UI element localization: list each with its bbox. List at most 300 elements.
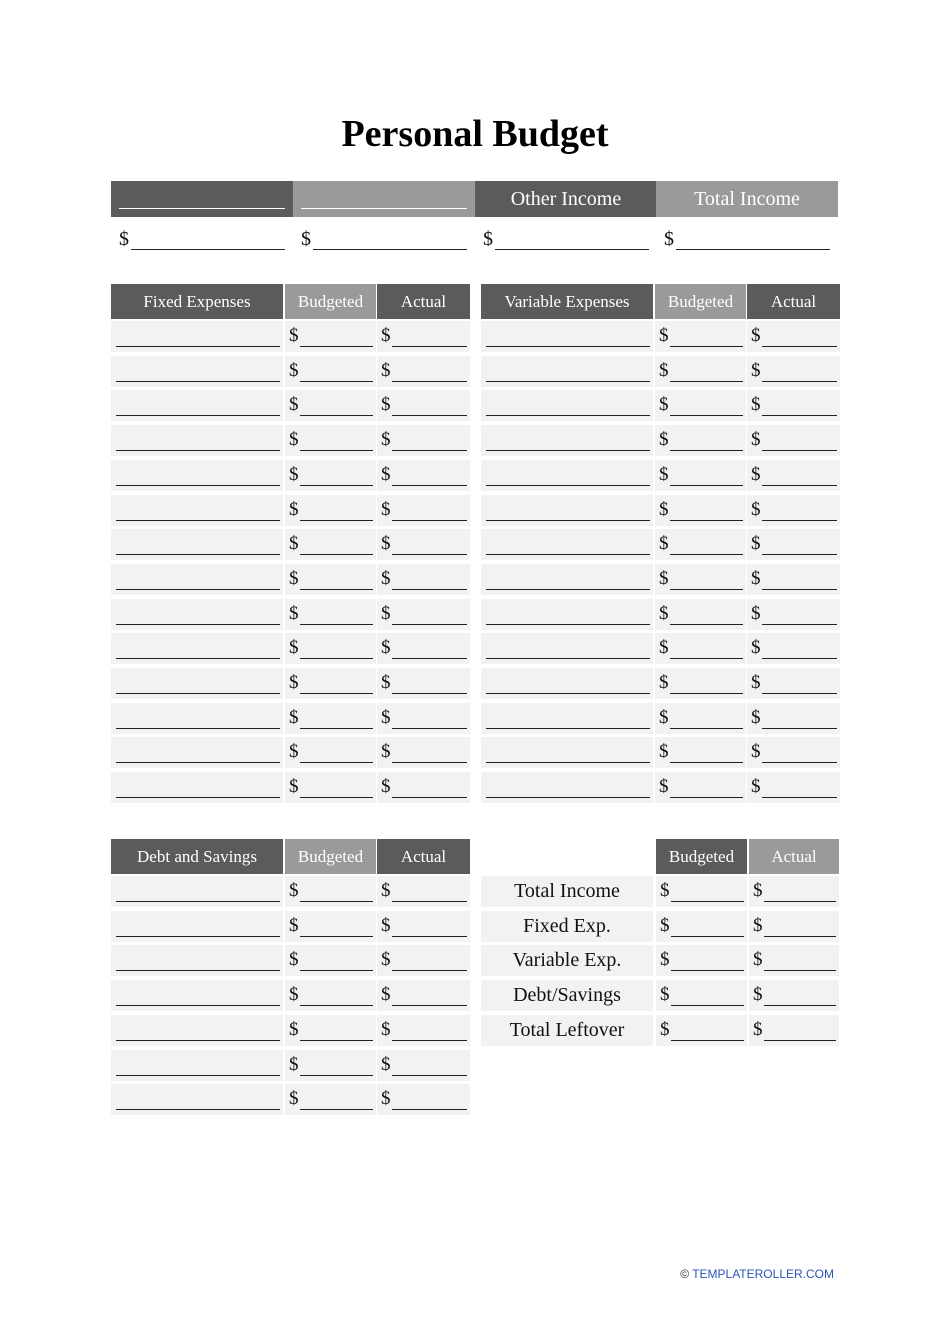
variable_expenses-row-budgeted [655,321,746,352]
variable_expenses-budgeted-field[interactable] [670,762,743,763]
fixed_expenses-currency: $ [289,325,299,346]
summary-row-label: Debt/Savings [481,980,653,1011]
fixed_expenses-row-description [111,356,283,387]
summary-actual-field[interactable] [764,901,836,902]
debt_savings-currency: $ [289,984,299,1005]
variable_expenses-actual-field[interactable] [762,658,837,659]
income-amount-field[interactable] [131,249,285,250]
variable_expenses-row-budgeted [655,529,746,560]
fixed_expenses-description-field[interactable] [116,346,280,347]
variable_expenses-currency: $ [751,672,761,693]
variable_expenses-actual-field[interactable] [762,450,837,451]
debt_savings-description-field[interactable] [116,1005,280,1006]
income-amount-field[interactable] [313,249,467,250]
fixed_expenses-description-field[interactable] [116,589,280,590]
fixed_expenses-row-budgeted [285,356,376,387]
fixed_expenses-currency: $ [289,568,299,589]
debt_savings-row-budgeted [285,980,376,1011]
variable_expenses-actual-field[interactable] [762,520,837,521]
footer-credit[interactable] [680,1267,834,1281]
variable_expenses-row-budgeted [655,390,746,421]
fixed_expenses-header-1: Fixed Expenses [111,284,283,319]
summary-budgeted-field[interactable] [671,901,744,902]
fixed_expenses-actual-field[interactable] [392,728,467,729]
variable_expenses-currency: $ [751,360,761,381]
variable_expenses-currency: $ [659,360,669,381]
summary-actual-field[interactable] [764,936,836,937]
page-title: Personal Budget [341,113,609,155]
debt_savings-actual-field[interactable] [392,1075,467,1076]
summary-currency: $ [660,949,670,970]
variable_expenses-description-field[interactable] [486,658,650,659]
fixed_expenses-description-field[interactable] [116,797,280,798]
fixed_expenses-row-description [111,668,283,699]
debt_savings-row-description [111,1050,283,1081]
summary-row-actual [749,911,839,942]
variable_expenses-currency: $ [659,603,669,624]
income-currency: $ [301,228,311,250]
variable_expenses-row-actual [747,425,840,456]
variable_expenses-budgeted-field[interactable] [670,589,743,590]
fixed_expenses-actual-field[interactable] [392,624,467,625]
fixed_expenses-header-3: Actual [377,284,470,319]
variable_expenses-description-field[interactable] [486,624,650,625]
fixed_expenses-row-description [111,737,283,768]
debt_savings-row-description [111,1015,283,1046]
fixed_expenses-description-field[interactable] [116,624,280,625]
summary-actual-field[interactable] [764,1040,836,1041]
fixed_expenses-actual-field[interactable] [392,658,467,659]
summary-currency: $ [660,915,670,936]
variable_expenses-budgeted-field[interactable] [670,554,743,555]
variable_expenses-budgeted-field[interactable] [670,381,743,382]
fixed_expenses-budgeted-field[interactable] [300,415,373,416]
variable_expenses-row-description [481,425,653,456]
variable_expenses-row-description [481,668,653,699]
fixed_expenses-description-field[interactable] [116,728,280,729]
variable_expenses-actual-field[interactable] [762,728,837,729]
variable_expenses-description-field[interactable] [486,520,650,521]
fixed_expenses-budgeted-field[interactable] [300,624,373,625]
fixed_expenses-budgeted-field[interactable] [300,797,373,798]
debt_savings-description-field[interactable] [116,1075,280,1076]
variable_expenses-row-actual [747,495,840,526]
fixed_expenses-row-actual [377,703,470,734]
fixed_expenses-budgeted-field[interactable] [300,762,373,763]
income-label-blank[interactable] [119,208,285,209]
summary-currency: $ [753,915,763,936]
fixed_expenses-budgeted-field[interactable] [300,658,373,659]
summary-actual-field[interactable] [764,1005,836,1006]
summary-row-label: Total Income [481,876,653,907]
debt_savings-budgeted-field[interactable] [300,970,373,971]
summary-currency: $ [753,949,763,970]
fixed_expenses-budgeted-field[interactable] [300,728,373,729]
debt_savings-header-2: Budgeted [285,839,376,874]
variable_expenses-currency: $ [659,741,669,762]
variable_expenses-row-budgeted [655,460,746,491]
fixed_expenses-row-description [111,529,283,560]
fixed_expenses-row-budgeted [285,564,376,595]
variable_expenses-row-budgeted [655,425,746,456]
fixed_expenses-row-description [111,425,283,456]
income-header-3: Other Income [475,181,657,217]
fixed_expenses-budgeted-field[interactable] [300,346,373,347]
fixed_expenses-description-field[interactable] [116,554,280,555]
debt_savings-row-actual [377,876,470,907]
variable_expenses-row-actual [747,529,840,560]
fixed_expenses-budgeted-field[interactable] [300,520,373,521]
summary-row-actual [749,1015,839,1046]
fixed_expenses-actual-field[interactable] [392,381,467,382]
variable_expenses-currency: $ [659,707,669,728]
variable_expenses-actual-field[interactable] [762,485,837,486]
debt_savings-actual-field[interactable] [392,901,467,902]
variable_expenses-row-description [481,633,653,664]
variable_expenses-row-description [481,321,653,352]
fixed_expenses-currency: $ [381,533,391,554]
fixed_expenses-row-actual [377,321,470,352]
fixed_expenses-row-actual [377,390,470,421]
summary-row-budgeted [656,945,747,976]
variable_expenses-currency: $ [659,394,669,415]
debt_savings-budgeted-field[interactable] [300,936,373,937]
fixed_expenses-currency: $ [289,707,299,728]
variable_expenses-row-budgeted [655,564,746,595]
summary-row-label: Variable Exp. [481,945,653,976]
variable_expenses-row-actual [747,668,840,699]
variable_expenses-currency: $ [751,533,761,554]
fixed_expenses-actual-field[interactable] [392,589,467,590]
variable_expenses-description-field[interactable] [486,728,650,729]
debt_savings-budgeted-field[interactable] [300,1040,373,1041]
variable_expenses-actual-field[interactable] [762,415,837,416]
debt_savings-row-budgeted [285,945,376,976]
variable_expenses-budgeted-field[interactable] [670,658,743,659]
summary-row-budgeted [656,980,747,1011]
debt_savings-row-actual [377,911,470,942]
variable_expenses-currency: $ [751,464,761,485]
summary-currency: $ [753,984,763,1005]
debt_savings-row-description [111,911,283,942]
income-label-blank[interactable] [301,208,467,209]
fixed_expenses-budgeted-field[interactable] [300,589,373,590]
variable_expenses-row-description [481,529,653,560]
summary-budgeted-field[interactable] [671,970,744,971]
income-amount-field[interactable] [676,249,830,250]
debt_savings-budgeted-field[interactable] [300,1005,373,1006]
debt_savings-currency: $ [289,1054,299,1075]
fixed_expenses-row-actual [377,425,470,456]
debt_savings-actual-field[interactable] [392,936,467,937]
debt_savings-row-description [111,980,283,1011]
fixed_expenses-row-budgeted [285,703,376,734]
fixed_expenses-currency: $ [381,776,391,797]
debt_savings-description-field[interactable] [116,970,280,971]
variable_expenses-row-actual [747,599,840,630]
debt_savings-header-1: Debt and Savings [111,839,283,874]
variable_expenses-row-description [481,495,653,526]
fixed_expenses-actual-field[interactable] [392,485,467,486]
variable_expenses-row-budgeted [655,633,746,664]
fixed_expenses-description-field[interactable] [116,485,280,486]
summary-budgeted-field[interactable] [671,936,744,937]
fixed_expenses-row-description [111,495,283,526]
variable_expenses-description-field[interactable] [486,485,650,486]
variable_expenses-row-actual [747,390,840,421]
variable_expenses-actual-field[interactable] [762,554,837,555]
debt_savings-currency: $ [289,949,299,970]
debt_savings-budgeted-field[interactable] [300,1109,373,1110]
debt_savings-row-budgeted [285,1015,376,1046]
variable_expenses-currency: $ [751,707,761,728]
fixed_expenses-currency: $ [381,707,391,728]
debt_savings-row-actual [377,945,470,976]
income-header-4: Total Income [656,181,838,217]
variable_expenses-description-field[interactable] [486,797,650,798]
fixed_expenses-row-budgeted [285,460,376,491]
fixed_expenses-row-actual [377,460,470,491]
fixed_expenses-actual-field[interactable] [392,346,467,347]
variable_expenses-row-description [481,703,653,734]
fixed_expenses-row-actual [377,772,470,803]
variable_expenses-currency: $ [751,325,761,346]
fixed_expenses-currency: $ [381,394,391,415]
variable_expenses-description-field[interactable] [486,415,650,416]
fixed_expenses-actual-field[interactable] [392,554,467,555]
fixed_expenses-budgeted-field[interactable] [300,693,373,694]
fixed_expenses-actual-field[interactable] [392,797,467,798]
fixed_expenses-row-budgeted [285,737,376,768]
variable_expenses-row-actual [747,460,840,491]
variable_expenses-currency: $ [659,429,669,450]
fixed_expenses-row-budgeted [285,425,376,456]
summary-actual-field[interactable] [764,970,836,971]
debt_savings-actual-field[interactable] [392,970,467,971]
income-amount-field[interactable] [495,249,649,250]
fixed_expenses-description-field[interactable] [116,693,280,694]
variable_expenses-currency: $ [659,533,669,554]
debt_savings-row-description [111,876,283,907]
variable_expenses-currency: $ [751,637,761,658]
fixed_expenses-actual-field[interactable] [392,415,467,416]
summary-header-budgeted: Budgeted [656,839,747,874]
fixed_expenses-row-budgeted [285,668,376,699]
variable_expenses-budgeted-field[interactable] [670,485,743,486]
fixed_expenses-description-field[interactable] [116,658,280,659]
variable_expenses-budgeted-field[interactable] [670,797,743,798]
fixed_expenses-currency: $ [289,776,299,797]
summary-row-actual [749,876,839,907]
fixed_expenses-currency: $ [289,741,299,762]
variable_expenses-actual-field[interactable] [762,693,837,694]
variable_expenses-budgeted-field[interactable] [670,693,743,694]
variable_expenses-currency: $ [751,568,761,589]
variable_expenses-description-field[interactable] [486,381,650,382]
variable_expenses-currency: $ [751,499,761,520]
fixed_expenses-currency: $ [381,672,391,693]
variable_expenses-description-field[interactable] [486,693,650,694]
fixed_expenses-row-budgeted [285,772,376,803]
debt_savings-description-field[interactable] [116,901,280,902]
fixed_expenses-description-field[interactable] [116,762,280,763]
variable_expenses-currency: $ [659,499,669,520]
variable_expenses-row-budgeted [655,772,746,803]
variable_expenses-description-field[interactable] [486,554,650,555]
debt_savings-description-field[interactable] [116,1109,280,1110]
fixed_expenses-currency: $ [381,429,391,450]
variable_expenses-row-description [481,772,653,803]
summary-row-label: Total Leftover [481,1015,653,1046]
variable_expenses-budgeted-field[interactable] [670,624,743,625]
variable_expenses-row-budgeted [655,668,746,699]
fixed_expenses-description-field[interactable] [116,450,280,451]
debt_savings-currency: $ [381,1054,391,1075]
variable_expenses-row-description [481,460,653,491]
fixed_expenses-row-actual [377,599,470,630]
debt_savings-currency: $ [381,949,391,970]
variable_expenses-row-description [481,390,653,421]
fixed_expenses-description-field[interactable] [116,415,280,416]
fixed_expenses-currency: $ [381,464,391,485]
variable_expenses-budgeted-field[interactable] [670,346,743,347]
debt_savings-row-actual [377,1084,470,1115]
variable_expenses-currency: $ [751,394,761,415]
fixed_expenses-budgeted-field[interactable] [300,485,373,486]
fixed_expenses-description-field[interactable] [116,381,280,382]
footer-site-link[interactable]: TEMPLATEROLLER.COM [692,1267,834,1281]
fixed_expenses-row-description [111,599,283,630]
variable_expenses-currency: $ [659,464,669,485]
variable_expenses-header-1: Variable Expenses [481,284,653,319]
variable_expenses-description-field[interactable] [486,450,650,451]
fixed_expenses-actual-field[interactable] [392,693,467,694]
debt_savings-actual-field[interactable] [392,1109,467,1110]
fixed_expenses-row-actual [377,668,470,699]
variable_expenses-row-actual [747,772,840,803]
debt_savings-header-3: Actual [377,839,470,874]
debt_savings-row-budgeted [285,876,376,907]
variable_expenses-description-field[interactable] [486,346,650,347]
fixed_expenses-budgeted-field[interactable] [300,450,373,451]
variable_expenses-row-description [481,599,653,630]
debt_savings-actual-field[interactable] [392,1005,467,1006]
variable_expenses-row-budgeted [655,703,746,734]
variable_expenses-actual-field[interactable] [762,624,837,625]
debt_savings-currency: $ [381,984,391,1005]
fixed_expenses-row-description [111,633,283,664]
summary-currency: $ [753,1019,763,1040]
variable_expenses-budgeted-field[interactable] [670,520,743,521]
summary-budgeted-field[interactable] [671,1005,744,1006]
fixed_expenses-actual-field[interactable] [392,450,467,451]
fixed_expenses-budgeted-field[interactable] [300,554,373,555]
variable_expenses-row-actual [747,356,840,387]
fixed_expenses-row-actual [377,633,470,664]
fixed_expenses-actual-field[interactable] [392,520,467,521]
variable_expenses-description-field[interactable] [486,762,650,763]
fixed_expenses-row-description [111,390,283,421]
fixed_expenses-budgeted-field[interactable] [300,381,373,382]
fixed_expenses-currency: $ [289,499,299,520]
variable_expenses-budgeted-field[interactable] [670,415,743,416]
debt_savings-description-field[interactable] [116,1040,280,1041]
fixed_expenses-row-actual [377,356,470,387]
variable_expenses-currency: $ [659,776,669,797]
debt_savings-currency: $ [289,915,299,936]
variable_expenses-actual-field[interactable] [762,797,837,798]
variable_expenses-row-actual [747,737,840,768]
variable_expenses-actual-field[interactable] [762,346,837,347]
fixed_expenses-currency: $ [289,603,299,624]
variable_expenses-actual-field[interactable] [762,381,837,382]
fixed_expenses-actual-field[interactable] [392,762,467,763]
fixed_expenses-header-2: Budgeted [285,284,376,319]
fixed_expenses-currency: $ [381,325,391,346]
variable_expenses-budgeted-field[interactable] [670,450,743,451]
variable_expenses-description-field[interactable] [486,589,650,590]
fixed_expenses-row-budgeted [285,321,376,352]
variable_expenses-actual-field[interactable] [762,589,837,590]
fixed_expenses-row-budgeted [285,529,376,560]
variable_expenses-currency: $ [659,325,669,346]
fixed_expenses-row-actual [377,564,470,595]
debt_savings-row-actual [377,1015,470,1046]
debt_savings-currency: $ [381,1019,391,1040]
debt_savings-budgeted-field[interactable] [300,1075,373,1076]
debt_savings-actual-field[interactable] [392,1040,467,1041]
income-currency: $ [664,228,674,250]
debt_savings-row-description [111,1084,283,1115]
variable_expenses-row-budgeted [655,356,746,387]
fixed_expenses-currency: $ [381,741,391,762]
fixed_expenses-currency: $ [381,568,391,589]
fixed_expenses-currency: $ [381,499,391,520]
variable_expenses-currency: $ [659,672,669,693]
fixed_expenses-currency: $ [289,394,299,415]
variable_expenses-row-description [481,564,653,595]
variable_expenses-row-budgeted [655,737,746,768]
variable_expenses-currency: $ [751,741,761,762]
fixed_expenses-row-description [111,703,283,734]
summary-budgeted-field[interactable] [671,1040,744,1041]
debt_savings-row-actual [377,980,470,1011]
fixed_expenses-row-description [111,321,283,352]
variable_expenses-budgeted-field[interactable] [670,728,743,729]
debt_savings-currency: $ [289,880,299,901]
debt_savings-currency: $ [381,915,391,936]
fixed_expenses-description-field[interactable] [116,520,280,521]
summary-row-budgeted [656,1015,747,1046]
fixed_expenses-row-actual [377,737,470,768]
copyright-symbol: © [680,1267,690,1281]
variable_expenses-currency: $ [751,776,761,797]
variable_expenses-row-actual [747,321,840,352]
variable_expenses-row-budgeted [655,599,746,630]
debt_savings-budgeted-field[interactable] [300,901,373,902]
income-currency: $ [119,228,129,250]
variable_expenses-currency: $ [751,429,761,450]
variable_expenses-header-2: Budgeted [655,284,746,319]
variable_expenses-row-actual [747,703,840,734]
fixed_expenses-currency: $ [381,637,391,658]
debt_savings-description-field[interactable] [116,936,280,937]
fixed_expenses-currency: $ [289,429,299,450]
summary-row-label: Fixed Exp. [481,911,653,942]
fixed_expenses-row-budgeted [285,390,376,421]
fixed_expenses-currency: $ [381,603,391,624]
variable_expenses-actual-field[interactable] [762,762,837,763]
